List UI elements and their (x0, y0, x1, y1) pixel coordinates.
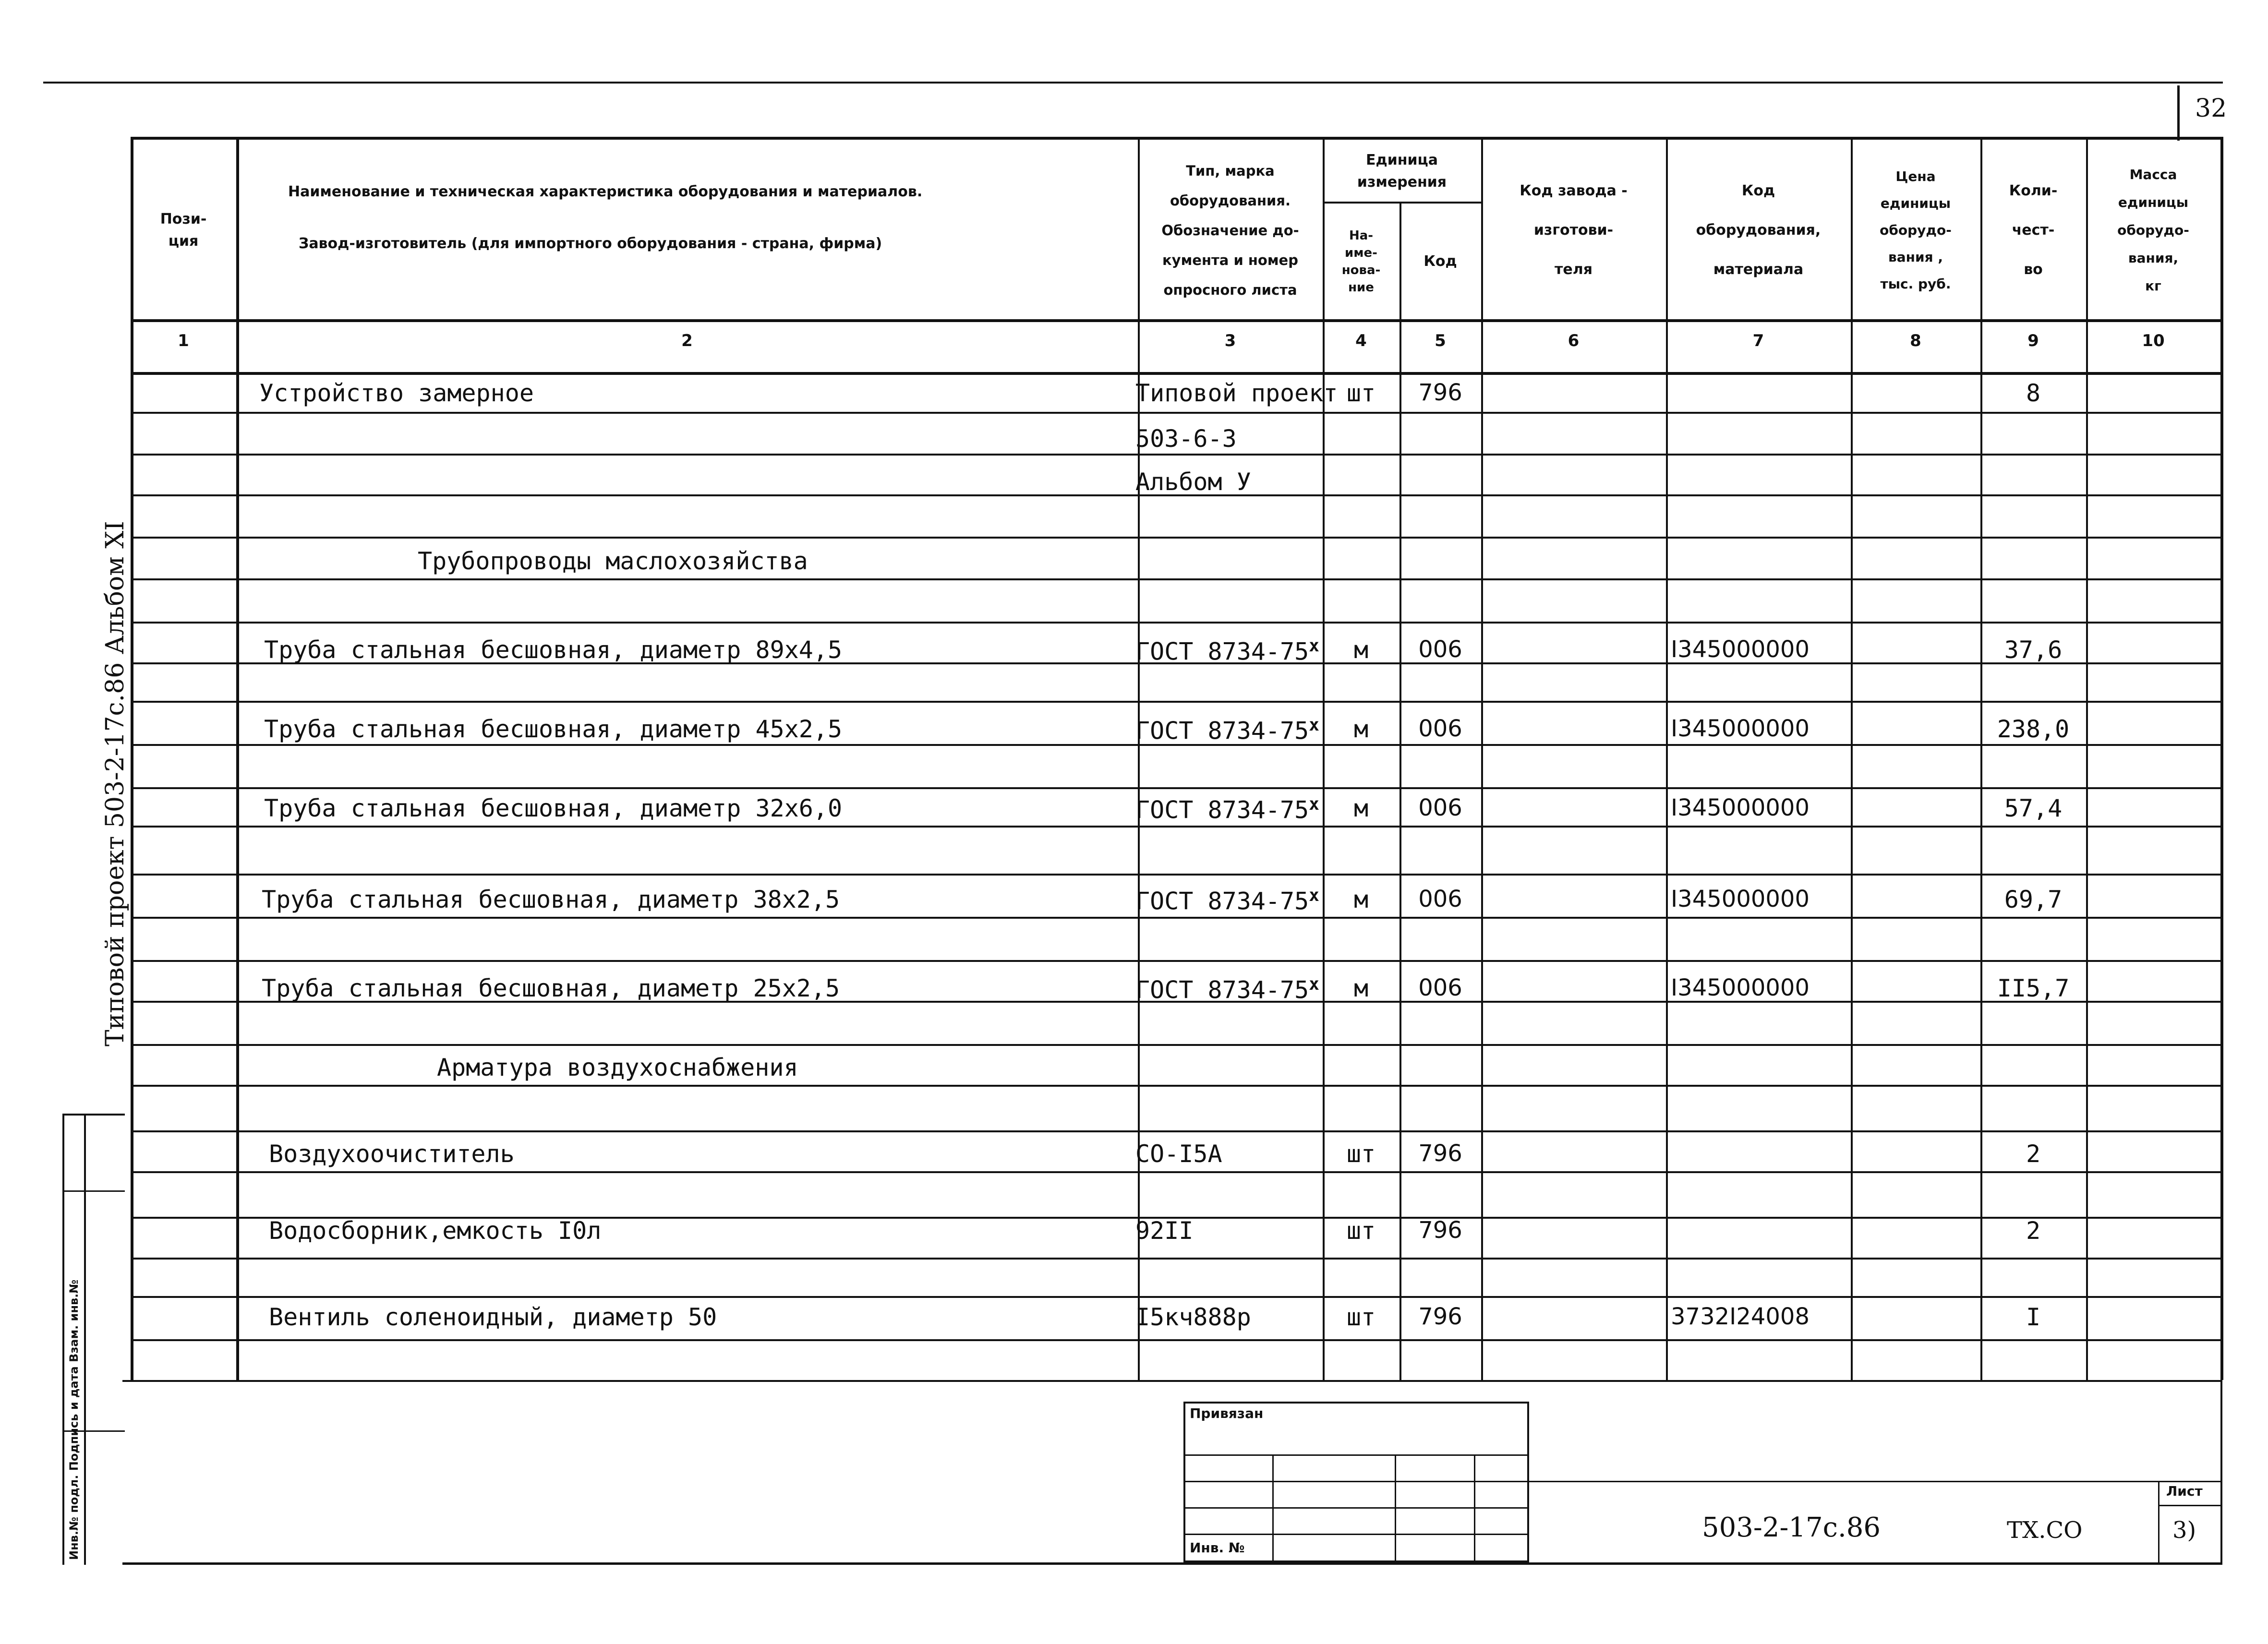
item-type: ГОСТ $8734-75^х$ (1135, 886, 1319, 915)
table-rule (131, 1085, 2220, 1087)
table-rule (2220, 137, 2223, 1380)
item-quantity: 57,4 (2004, 794, 2063, 822)
item-type: Альбом У (1135, 468, 1251, 496)
col-number: 2 (681, 331, 693, 350)
item-quantity: 8 (2026, 379, 2041, 407)
title-block-line (122, 1562, 2220, 1565)
header-plant-code: Код завода - изготови- теля (1520, 182, 1628, 278)
table-rule (131, 372, 2220, 375)
item-quantity: 69,7 (2004, 886, 2063, 913)
col-number: 9 (2027, 331, 2039, 350)
document-mark: ТХ.СО (2007, 1517, 2083, 1544)
item-quantity: 2 (2026, 1140, 2041, 1168)
item-quantity: 37,6 (2004, 636, 2063, 664)
inv-number-label: Инв. № (1190, 1540, 1245, 1556)
table-rule (2086, 137, 2088, 1380)
title-block-line (2220, 1380, 2222, 1565)
item-unit: шт (1346, 1303, 1376, 1331)
col-number: 3 (1224, 331, 1236, 350)
table-rule (131, 1130, 2220, 1132)
top-rule (43, 82, 2223, 84)
item-name: Труба стальная бесшовная, диаметр 89х4,5 (264, 636, 843, 664)
header-type: Тип, марка оборудования. Обозначение до- кумента и номер опросного листа (1161, 163, 1299, 298)
item-unit: шт (1346, 379, 1376, 407)
stamp-strip-line (62, 1114, 125, 1116)
col-number: 5 (1435, 331, 1446, 350)
table-rule (1481, 137, 1483, 1380)
item-type: ГОСТ $8734-75^х$ (1135, 636, 1319, 666)
item-unit-code: 796 (1418, 1303, 1462, 1330)
item-equipment-code: I345000000 (1671, 636, 1810, 663)
gost-superscript: х (1309, 715, 1319, 735)
item-name: Труба стальная бесшовная, диаметр 45х2,5 (264, 715, 843, 743)
gost-superscript: х (1309, 636, 1319, 656)
table-rule (131, 826, 2220, 828)
item-name: Труба стальная бесшовная, диаметр 32х6,0 (264, 794, 843, 822)
title-block-line (2158, 1481, 2159, 1562)
sheet-number: 3) (2172, 1517, 2196, 1544)
table-rule (131, 787, 2220, 789)
table-rule (1138, 137, 1140, 1380)
col-number: 7 (1752, 331, 1764, 350)
table-rule (131, 1258, 2220, 1260)
stamp-strip-line (84, 1114, 86, 1565)
document-code: 503-2-17с.86 (1702, 1512, 1881, 1543)
privyazan-label: Привязан (1190, 1405, 1264, 1421)
item-equipment-code: I345000000 (1671, 715, 1810, 742)
table-rule (236, 137, 239, 1380)
gost-superscript: х (1309, 794, 1319, 814)
item-unit: шт (1346, 1217, 1376, 1245)
privyazan-line (1183, 1534, 1529, 1535)
table-rule (131, 1171, 2220, 1173)
table-rule (1666, 137, 1668, 1380)
item-unit-code: 006 (1418, 794, 1462, 821)
title-block-line (122, 1380, 2220, 1382)
header-unit-name: На- име- нова- ние (1341, 228, 1381, 295)
item-equipment-code: I345000000 (1671, 886, 1810, 912)
sheet-number-top: 32 (2195, 94, 2227, 123)
privyazan-line (1272, 1454, 1274, 1562)
table-rule (131, 1296, 2220, 1298)
item-unit-code: 006 (1418, 715, 1462, 742)
item-unit-code: 006 (1418, 886, 1462, 912)
item-type: Типовой проект (1135, 379, 1338, 407)
table-rule (131, 137, 133, 1380)
title-block-line (1529, 1481, 2220, 1482)
table-rule (131, 454, 2220, 456)
table-rule (131, 874, 2220, 876)
header-name-line1: Наименование и техническая характеристика оборудования и материалов. (288, 183, 923, 200)
item-type: I5кч888р (1135, 1303, 1251, 1331)
item-unit-code: 006 (1418, 974, 1462, 1001)
header-quantity: Коли- чест- во (2009, 182, 2058, 278)
item-equipment-code: I345000000 (1671, 794, 1810, 821)
table-rule (1851, 137, 1853, 1380)
item-name: Труба стальная бесшовная, диаметр 25х2,5 (262, 974, 840, 1002)
item-unit: м (1353, 636, 1369, 664)
col-number: 6 (1568, 331, 1580, 350)
item-name: Арматура воздухоснабжения (437, 1054, 798, 1081)
item-equipment-code: I345000000 (1671, 974, 1810, 1001)
table-rule (1399, 202, 1401, 1380)
item-type: ГОСТ $8734-75^х$ (1135, 794, 1319, 824)
item-name: Воздухоочиститель (269, 1140, 515, 1168)
item-name: Устройство замерное (259, 379, 534, 407)
table-rule (131, 1044, 2220, 1046)
table-rule (131, 917, 2220, 919)
item-unit-code: 796 (1418, 1217, 1462, 1244)
header-price: Цена единицы оборудо- вания , тыс. руб. (1880, 168, 1952, 292)
item-unit: м (1353, 974, 1369, 1002)
stamp-vertical-text: Инв.№ подл. Подпись и дата Взам. инв.№ (67, 1279, 81, 1560)
col-number: 8 (1910, 331, 1921, 350)
table-rule (131, 537, 2220, 539)
item-name: Вентиль соленоидный, диаметр 50 (269, 1303, 717, 1331)
item-quantity: 2 (2026, 1217, 2041, 1245)
item-unit: м (1353, 715, 1369, 743)
item-name: Труба стальная бесшовная, диаметр 38х2,5 (262, 886, 840, 913)
table-rule (1323, 137, 1325, 1380)
col-number: 4 (1355, 331, 1367, 350)
item-type: ГОСТ $8734-75^х$ (1135, 974, 1319, 1004)
header-mass: Масса единицы оборудо- вания, кг (2117, 167, 2189, 294)
table-rule (131, 319, 2220, 322)
item-name: Трубопроводы маслохозяйства (418, 547, 808, 575)
header-unit-code: Код (1424, 253, 1457, 270)
privyazan-line (1474, 1454, 1475, 1562)
table-rule (131, 578, 2220, 580)
stamp-strip-line (62, 1114, 64, 1565)
item-unit: м (1353, 794, 1369, 822)
table-rule (131, 960, 2220, 962)
item-unit-code: 796 (1418, 379, 1462, 406)
side-caption: Типовой проект 503-2-17с.86 Альбом XI (101, 521, 130, 1046)
item-type: 92II (1135, 1217, 1194, 1245)
table-rule (131, 137, 2220, 140)
header-unit: Единица измерения (1357, 152, 1447, 191)
privyazan-line (1395, 1454, 1396, 1562)
sheet-number-divider (2177, 85, 2180, 141)
sheet-label: Лист (2166, 1483, 2203, 1499)
table-rule (1980, 137, 1982, 1380)
privyazan-line (1183, 1481, 1529, 1482)
title-block-line (2158, 1505, 2220, 1506)
table-rule (131, 622, 2220, 624)
item-unit: шт (1346, 1140, 1376, 1168)
privyazan-line (1183, 1454, 1529, 1456)
item-equipment-code: 3732I24008 (1671, 1303, 1810, 1330)
gost-superscript: х (1309, 886, 1319, 905)
gost-superscript: х (1309, 974, 1319, 994)
col-number: 1 (178, 331, 189, 350)
item-quantity: II5,7 (1997, 974, 2070, 1002)
header-equipment-code: Код оборудования, материала (1696, 182, 1821, 278)
stamp-strip-line (62, 1190, 125, 1192)
item-quantity: 238,0 (1997, 715, 2070, 743)
item-unit-code: 796 (1418, 1140, 1462, 1167)
item-type: ГОСТ $8734-75^х$ (1135, 715, 1319, 745)
item-unit-code: 006 (1418, 636, 1462, 663)
privyazan-line (1183, 1507, 1529, 1509)
col-number: 10 (2142, 331, 2165, 350)
table-rule (131, 412, 2220, 414)
table-rule (131, 1339, 2220, 1341)
item-unit: м (1353, 886, 1369, 913)
table-rule (131, 701, 2220, 703)
item-type: СО-I5А (1135, 1140, 1222, 1168)
item-type: 503-6-3 (1135, 425, 1237, 453)
item-quantity: I (2026, 1303, 2041, 1331)
header-name-line2: Завод-изготовитель (для импортного оборудования - страна, фирма) (299, 235, 882, 252)
header-position: Пози- ция (160, 211, 207, 250)
item-name: Водосборник,емкость I0л (269, 1217, 602, 1245)
